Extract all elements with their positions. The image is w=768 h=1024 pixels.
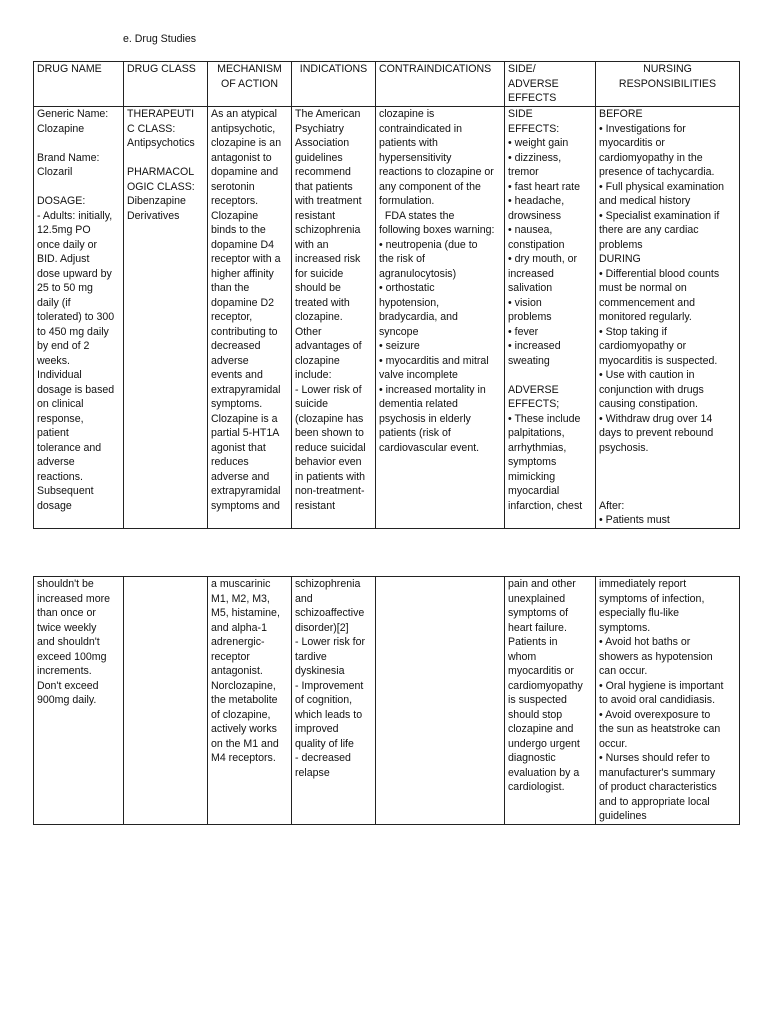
header-drug-class: DRUG CLASS (124, 62, 208, 107)
table-row (34, 577, 740, 825)
header-side-adverse-effects: SIDE/ ADVERSE EFFECTS (505, 62, 596, 107)
drug-study-table-part-2 (33, 576, 740, 825)
header-mechanism-of-action: MECHANISM OF ACTION (208, 62, 292, 107)
header-drug-name: DRUG NAME (34, 62, 124, 107)
drug-study-table-part-1 (33, 61, 740, 529)
document-heading: e. Drug Studies (123, 33, 197, 45)
cell-indications-continued: schizophrenia and schizoaffective disorder)[2] - Lower risk for tardive dyskinesia - Improvement of cognition, which leads to improved quality of life - decreased relapse (292, 577, 376, 825)
cell-drug-name-continued: shouldn't be increased more than once or twice weekly and shouldn't exceed 100mg increments. Don't exceed 900mg daily. (34, 577, 124, 825)
header-indications: INDICATIONS (292, 62, 376, 107)
cell-drug-class-continued (124, 577, 208, 825)
cell-mechanism-of-action-continued: a muscarinic M1, M2, M3, M5, histamine, and alpha-1 adrenergic- receptor antagonist. Norclozapine, the metabolite of clozapine, actively works on the M1 and M4 receptors. (208, 577, 292, 825)
table-header-row (34, 62, 740, 107)
cell-side-adverse-effects-continued: pain and other unexplained symptoms of heart failure. Patients in whom myocarditis or cardiomyopathy is suspected should stop clozapine and undergo urgent diagnostic evaluation by a cardiologist. (505, 577, 596, 825)
cell-indications: The American Psychiatry Association guidelines recommend that patients with treatment resistant schizophrenia with an increased risk for suicide should be treated with clozapine. Other advantages of clozapine include: - Lower risk of suicide (clozapine has been shown to reduce suicidal behavior even in patients with non-treatment- resistant (292, 107, 376, 529)
cell-side-adverse-effects: SIDE EFFECTS: • weight gain • dizziness, tremor • fast heart rate • headache, drowsiness • nausea, constipation • dry mouth, or increased salivation • vision problems • fever • increased sweating ADVERSE EFFECTS; • These include palpitations, arrhythmias, symptoms mimicking myocardial infarction, chest (505, 107, 596, 529)
cell-nursing-responsibilities-continued: immediately report symptoms of infection, especially flu-like symptoms. • Avoid hot baths or showers as hypotension can occur. • Oral hygiene is important to avoid oral candidiasis. • Avoid overexposure to the sun as heatstroke can occur. • Nurses should refer to manufacturer's summary of product characteristics and to appropriate local guidelines (596, 577, 740, 825)
cell-mechanism-of-action: As an atypical antipsychotic, clozapine is an antagonist to dopamine and serotonin receptors. Clozapine binds to the dopamine D4 receptor with a higher affinity than the dopamine D2 receptor, contributing to decreased adverse events and extrapyramidal symptoms. Clozapine is a partial 5-HT1A agonist that reduces adverse and extrapyramidal symptoms and (208, 107, 292, 529)
cell-contraindications-continued (376, 577, 505, 825)
cell-nursing-responsibilities: BEFORE • Investigations for myocarditis or cardiomyopathy in the presence of tachycardia. • Full physical examination and medical history • Specialist examination if there are any cardiac problems DURING • Differential blood counts must be normal on commencement and monitored regularly. • Stop taking if cardiomyopathy or myocarditis is suspected. • Use with caution in conjunction with drugs causing constipation. • Withdraw drug over 14 days to prevent rebound psychosis. After: • Patients must (596, 107, 740, 529)
cell-drug-name: Generic Name: Clozapine Brand Name: Clozaril DOSAGE: - Adults: initially, 12.5mg PO once daily or BID. Adjust dose upward by 25 to 50 mg daily (if tolerated) to 300 to 450 mg daily by end of 2 weeks. Individual dosage is based on clinical response, patient tolerance and adverse reactions. Subsequent dosage (34, 107, 124, 529)
cell-drug-class: THERAPEUTI C CLASS: Antipsychotics PHARMACOL OGIC CLASS: Dibenzapine Derivatives (124, 107, 208, 529)
table-row (34, 107, 740, 529)
header-contraindications: CONTRAINDICATIONS (376, 62, 505, 107)
header-nursing-responsibilities: NURSING RESPONSIBILITIES (596, 62, 740, 107)
cell-contraindications: clozapine is contraindicated in patients with hypersensitivity reactions to clozapine or any component of the formulation. FDA states the following boxes warning: • neutropenia (due to the risk of agranulocytosis) • orthostatic hypotension, bradycardia, and syncope • seizure • myocarditis and mitral valve incomplete • increased mortality in dementia related psychosis in elderly patients (risk of cardiovascular event. (376, 107, 505, 529)
